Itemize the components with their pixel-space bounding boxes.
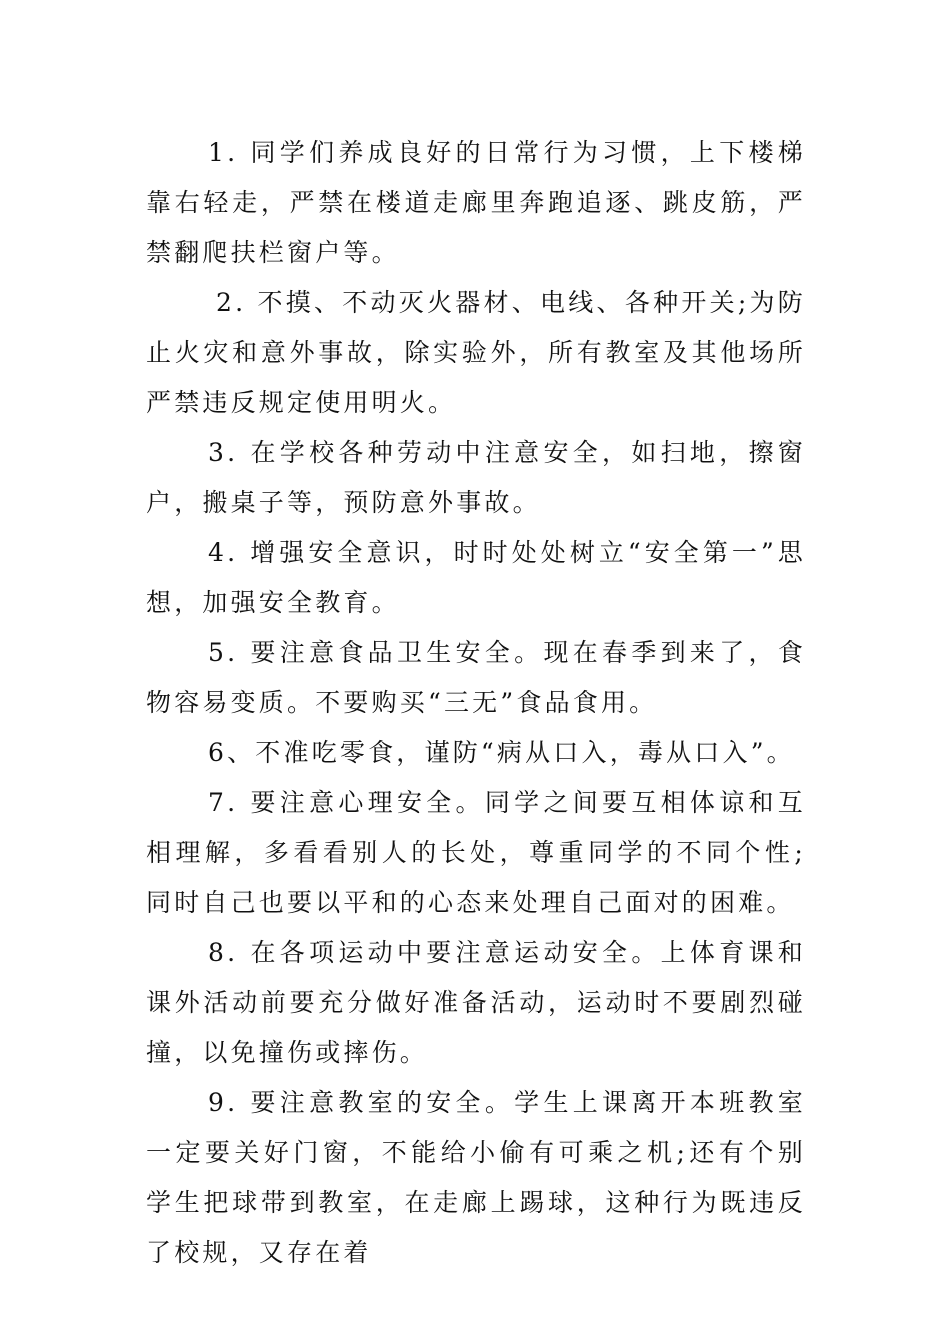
paragraph-4: 4. 增强安全意识，时时处处树立“安全第一”思想，加强安全教育。 [146,538,806,617]
paragraph-9: 9. 要注意教室的安全。学生上课离开本班教室一定要关好门窗，不能给小偷有可乘之机;还有个别学生把球带到教室，在走廊上踢球，这种行为既违反了校规，又存在着 [146,1088,806,1267]
paragraph-1: 1. 同学们养成良好的日常行为习惯，上下楼梯靠右轻走，严禁在楼道走廊里奔跑追逐、跳皮筋，严禁翻爬扶栏窗户等。 [146,138,806,267]
paragraph-7: 7. 要注意心理安全。同学之间要互相体谅和互相理解，多看看别人的长处，尊重同学的不同个性;同时自己也要以平和的心态来处理自己面对的困难。 [146,788,806,917]
paragraph-2: 2. 不摸、不动灭火器材、电线、各种开关;为防止火灾和意外事故，除实验外，所有教室及其他场所严禁违反规定使用明火。 [146,288,806,417]
paragraph-6: 6、不准吃零食，谨防“病从口入，毒从口入”。 [208,738,795,767]
document-body [146,128,806,1278]
paragraph-3: 3. 在学校各种劳动中注意安全，如扫地，擦窗户，搬桌子等，预防意外事故。 [146,438,806,517]
paragraph-5: 5. 要注意食品卫生安全。现在春季到来了，食物容易变质。不要购买“三无”食品食用。 [146,638,806,717]
paragraph-8: 8. 在各项运动中要注意运动安全。上体育课和课外活动前要充分做好准备活动，运动时不要剧烈碰撞，以免撞伤或摔伤。 [146,938,806,1067]
